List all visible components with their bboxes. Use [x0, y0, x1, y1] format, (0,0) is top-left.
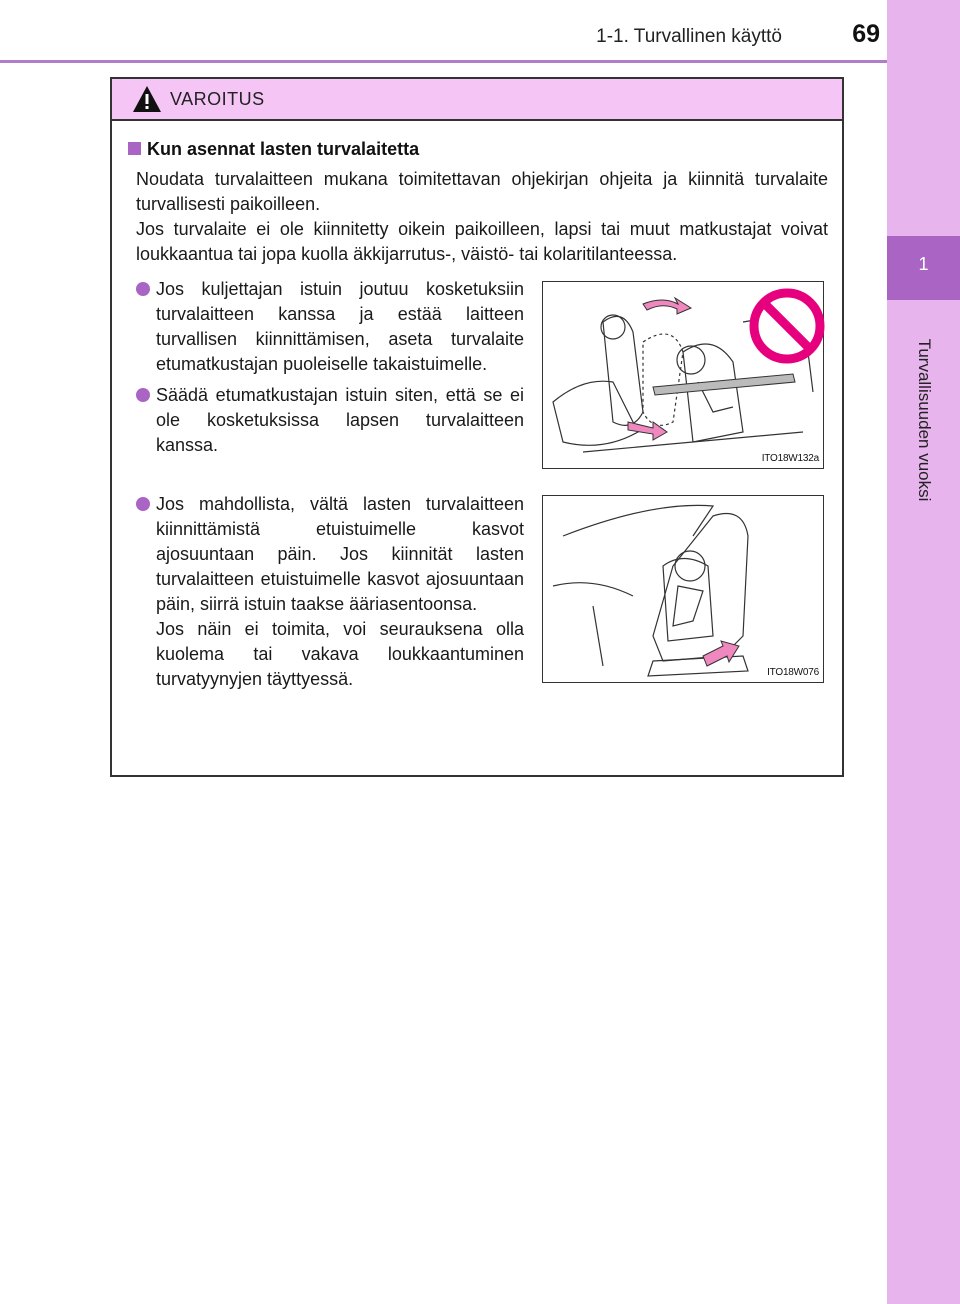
figure-child-seat-driver-contact	[542, 281, 824, 469]
front-seat-illustration	[543, 496, 825, 684]
side-tab-strip	[887, 0, 960, 1304]
bullet-list-2	[136, 492, 524, 692]
round-bullet-icon	[136, 497, 150, 511]
header-rule	[0, 60, 887, 63]
figure-code: ITO18W132a	[761, 453, 819, 464]
paragraph-1: Noudata turvalaitteen mukana toimitettavan ohjekirjan ohjeita ja kiinnitä turvalaite turvallisesti paikoilleen.	[136, 169, 828, 214]
figure-child-seat-front	[542, 495, 824, 683]
list-item	[136, 383, 524, 458]
figure-code: ITO18W076	[767, 667, 819, 678]
bullet-text: Jos kuljettajan istuin joutuu kosketuksiin turvalaitteen kanssa ja estää laitteen turvallisen kiinnittämisen, aseta turvalaite etumatkustajan puoleiselle takaistuimelle.	[156, 279, 524, 374]
seat-contact-illustration	[543, 282, 825, 470]
side-tab-chapter-label: Turvallisuuden vuoksi	[915, 338, 934, 502]
round-bullet-icon	[136, 282, 150, 296]
warning-header	[112, 79, 842, 121]
list-item	[136, 492, 524, 692]
square-bullet-icon	[128, 142, 141, 155]
bullet-text: Säädä etumatkustajan istuin siten, että se ei ole kosketuksissa lapsen turvalaitteen kanssa.	[156, 385, 524, 455]
warning-box	[110, 77, 844, 777]
section-heading	[128, 139, 419, 160]
section-paragraph	[136, 167, 828, 267]
warning-title: VAROITUS	[170, 89, 265, 109]
paragraph-2: Jos turvalaite ei ole kiinnitetty oikein paikoilleen, lapsi tai muut matkustajat voivat loukkaantua tai jopa kuolla äkkijarrutus-, väistö- tai kolaritilanteessa.	[136, 219, 828, 264]
running-header-title: 1-1. Turvallinen käyttö	[596, 26, 782, 47]
page-number: 69	[852, 20, 880, 48]
warning-triangle-icon	[132, 85, 162, 113]
prohibition-sign-icon	[754, 293, 820, 359]
side-tab-chapter-number: 1	[918, 254, 929, 274]
round-bullet-icon	[136, 388, 150, 402]
bullet-text: Jos mahdollista, vältä lasten turvalaitteen kiinnittämistä etuistuimelle kasvot ajosuuntaan päin. Jos kiinnität lasten turvalaitteen etuistuimelle kasvot ajosuuntaan päin, siirrä istuin taakse ääriasentoonsa.	[156, 494, 524, 614]
bullet-text: Jos näin ei toimita, voi seurauksena olla kuolema tai vakava loukkaantuminen turvatyynyjen täyttyessä.	[156, 619, 524, 689]
bullet-list-1	[136, 277, 524, 464]
list-item	[136, 277, 524, 377]
section-heading-text: Kun asennat lasten turvalaitetta	[147, 139, 420, 159]
